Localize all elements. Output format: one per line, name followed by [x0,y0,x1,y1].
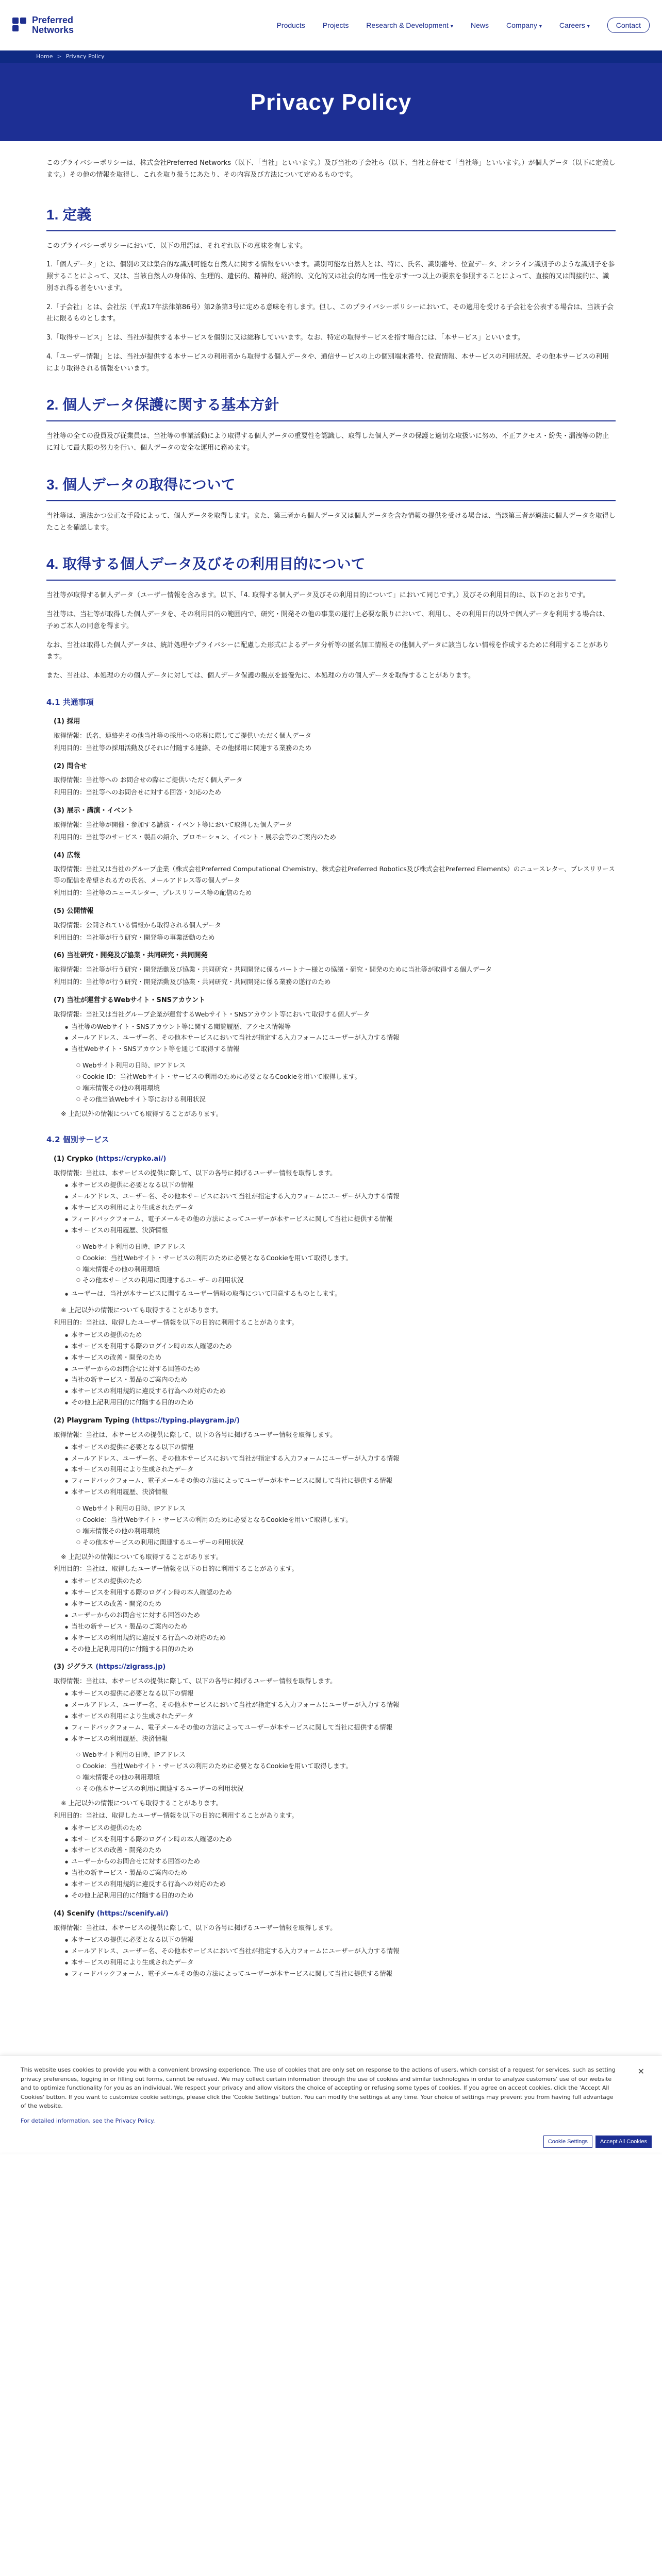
nav-projects[interactable]: Projects [322,21,349,29]
list-item: ○ Cookie ID：当社Webサイト・サービスの利用のために必要となるCookieを用いて取得します。 [76,1071,616,1082]
list-item: ● その他上記利用目的に付随する目的のため [65,1397,616,1408]
main-nav [277,18,650,33]
list-item: ● 本サービスの提供に必要となる以下の情報 [65,1688,616,1699]
list-item: ● フィードバックフォーム、電子メールその他の方法によってユーザーが本サービスに関して当社に提供する情報 [65,1722,616,1733]
list-item: ○ その他本サービスの利用に関連するユーザーの利用状況 [76,1537,616,1548]
section-2-title: 2. 個人データ保護に関する基本方針 [46,392,616,421]
list-item: ● メールアドレス、ユーザー名、その他本サービスにおいて当社が指定する入力フォームにユーザーが入力する情報 [65,1945,616,1957]
page-title: Privacy Policy [250,89,412,115]
list-item: ○ その他本サービスの利用に関連するユーザーの利用状況 [76,1783,616,1794]
block-heading: (3) 展示・講演・イベント [54,807,134,815]
nav-research-label: Research & Development [366,21,449,29]
nav-research[interactable] [366,19,453,32]
section-3-body: 当社等は、適法かつ公正な手段によって、個人データを取得します。また、第三者から個人データ又は個人データを含む情報の提供を受ける場合は、当該第三者が適法に個人データを取得したことを確認します。 [46,512,616,532]
nav-careers[interactable] [559,19,590,32]
block-line: 取得情報：公開されている情報から取得される個人データ [54,921,222,929]
service-info-list [65,1934,616,1979]
web-info-sublist [76,1060,616,1105]
list-item: ● 本サービスの改善・開発のため [65,1844,616,1856]
definition-item: 3.「取得サービス」とは、当社が提供する本サービスを個別に又は総称していいます。なお、特定の取得サービスを指す場合には、「本サービス」といいます。 [46,334,524,342]
list-item: ○ Cookie：当社Webサイト・サービスの利用のために必要となるCookieを用いて取得します。 [76,1252,616,1264]
section-4-lead: なお、当社は取得した個人データは、統計処理やプライバシーに配慮した形式によるデータ分析等の匿名加工情報その他個人データに該当しない情報を作成するために利用することがあります。 [46,641,609,661]
nav-news[interactable]: News [470,21,489,29]
list-item: ● ユーザーからのお問合せに対する回答のため [65,1609,616,1621]
note-text: ※ 上記以外の情報についても取得することがあります。 [61,1306,223,1314]
site-header [0,0,662,50]
list-item: ● 本サービスの利用により生成されたデータ [65,1710,616,1722]
list-item: ● フィードバックフォーム、電子メールその他の方法によってユーザーが本サービスに関して当社に提供する情報 [65,1213,616,1225]
note-text: ※ 上記以外の情報についても取得することがあります。 [61,1552,223,1561]
hero [0,63,662,141]
list-item: ● 本サービスの利用履歴、決済情報 [65,1733,616,1744]
chevron-down-icon: ▾ [450,23,453,29]
list-item: ● 本サービスの提供に必要となる以下の情報 [65,1179,616,1191]
service-consent-list [65,1288,616,1299]
web-info-list [65,1021,616,1055]
list-item: ● 本サービスの提供のため [65,1329,616,1341]
purpose-list [65,1822,616,1901]
service-info-list [65,1442,616,1498]
list-item: ● 当社Webサイト・SNSアカウント等を通じて取得する情報 [65,1043,616,1055]
list-item: ● 本サービスを利用する際のログイン時の本人確認のため [65,1587,616,1598]
subsection-4-1-title: 4.1 共通事項 [46,697,94,707]
nav-company-label: Company [506,21,537,29]
purpose-lead: 利用目的：当社は、取得したユーザー情報を以下の目的に利用することがあります。 [54,1811,299,1819]
block-heading: (6) 当社研究・開発及び協業・共同研究・共同開発 [54,952,208,960]
section-4-lead: 当社等が取得する個人データ（ユーザー情報を含みます。以下、「4. 取得する個人データ及びその利用目的について」において同じです。）及びその利用目的は、以下のとおりです。 [46,591,590,600]
note-text: ※ 上記以外の情報についても取得することがあります。 [61,1109,223,1117]
service-block [54,1154,616,1408]
list-item: ● 本サービスの利用規約に違反する行為への対応のため [65,1385,616,1397]
block-line: 取得情報：当社等が行う研究・開発活動及び協業・共同研究・共同開発に係るパートナー様との協議・研究・開発のために当社等が取得する個人データ [54,965,492,974]
service-name: (3) ジグラス [54,1663,96,1671]
list-item: ● 本サービスを利用する際のログイン時の本人確認のため [65,1834,616,1845]
close-icon[interactable]: ✕ [637,2066,644,2076]
list-item: ● 本サービスの利用履歴、決済情報 [65,1486,616,1498]
common-block [54,761,616,799]
list-item: ○ Cookie：当社Webサイト・サービスの利用のために必要となるCookieを用いて取得します。 [76,1760,616,1772]
service-info-sublist [76,1241,616,1286]
list-item: ● 本サービスの利用により生成されたデータ [65,1464,616,1475]
cookie-text: This website uses cookies to provide you with a convenient browsing experience. The use of cookies that are only set on response to the actions of users, which consist of a request for services, such as setting privacy preferences, logging in or filling out forms, cannot be refused. We may collect certain information through the use of cookies and similar technologies in order to analyze customers' use of our website and to optimize functionality for you as an individual. We respect your privacy and allow visitors the choice of accepting or refusing some types of cookies. If you agree on accept cookies, click the 'Accept All Cookies' button. If you want to customize cookie settings, please click the 'Cookie Settings' button. You can modify the settings at any time. Your choice of settings may prevent you from having full advantage of the website. [21,2066,616,2110]
definition-item: 4.「ユーザー情報」とは、当社が提供する本サービスの利用者から取得する個人データや、通信サービスの上の個別端末番号、位置情報、本サービスの利用状況、その他本サービスの利用により取得される情報をいいます。 [46,352,609,372]
block-line: 利用目的：当社等が行う研究・開発活動及び協業・共同研究・共同開発に係る業務の遂行のため [54,978,331,986]
service-link[interactable]: (https://crypko.ai/) [95,1155,167,1163]
block-heading: (1) 採用 [54,718,80,725]
list-item: ○ 端末情報その他の利用環境 [76,1526,616,1537]
list-item: ● 本サービスの提供に必要となる以下の情報 [65,1442,616,1453]
list-item: ○ その他当該Webサイト等における利用状況 [76,1094,616,1105]
contact-button[interactable]: Contact [607,18,650,33]
cookie-privacy-link[interactable]: For detailed information, see the Privacy Policy. [21,2117,155,2124]
section-4-title: 4. 取得する個人データ及びその利用目的について [46,551,616,581]
service-lead: 取得情報：当社は、本サービスの提供に際して、以下の各号に掲げるユーザー情報を取得します。 [54,1923,337,1931]
service-heading [54,1662,616,1673]
block-line: 取得情報：当社又は当社のグループ企業（株式会社Preferred Computational Chemistry、株式会社Preferred Robotics及び株式会社Preferred Elements）のニュースレター、プレスリリース等の配信を希望される方の氏名、メールアドレス等の個人データ [54,865,615,885]
purpose-lead: 利用目的：当社は、取得したユーザー情報を以下の目的に利用することがあります。 [54,1318,299,1326]
block-line: 利用目的：当社等のニュースレター、プレスリリース等の配信のため [54,889,252,896]
breadcrumb-home[interactable]: Home [36,53,53,60]
block-line: 利用目的：当社等が行う研究・開発等の事業活動のため [54,933,215,941]
block-line: 利用目的：当社等へのお問合せに対する回答・対応のため [54,788,222,796]
section-4-lead: 当社等は、当社等が取得した個人データを、その利用目的の範囲内で、研究・開発その他の事業の遂行上必要な限りにおいて、利用し、その利用目的以外で個人データを利用する場合は、予めご本人の同意を得ます。 [46,611,609,630]
definition-item: 2.「子会社」とは、会社法（平成17年法律第86号）第2条第3号に定める意味を有します。但し、このプライバシーポリシーにおいて、その適用を受ける子会社を公表する場合は、当該子会社に限るものとします。 [46,303,614,323]
section-3-title: 3. 個人データの取得について [46,472,616,501]
definition-item: 1.「個人データ」とは、個別の又は集合的な識別可能な自然人に関する情報をいいます。識別可能な自然人とは、特に、氏名、識別番号、位置データ、オンライン識別子のような識別子を参照することによって、又は、当該自然人の身体的、生理的、遺伝的、精神的、経済的、文化的又は社会的な同一性を示す一つ以上の要素を参照することによって、直接的又は間接的に、識別され得る者をいいます。 [46,261,615,292]
list-item: ○ 端末情報その他の利用環境 [76,1082,616,1094]
service-lead: 取得情報：当社は、本サービスの提供に際して、以下の各号に掲げるユーザー情報を取得します。 [54,1430,337,1438]
list-item: ○ Webサイト利用の日時、IPアドレス [76,1503,616,1514]
section-2-body: 当社等の全ての役員及び従業員は、当社等の事業活動により取得する個人データの重要性を認識し、取得した個人データの保護と適切な取扱いに努め、不正アクセス・紛失・漏洩等の防止に対して最大限の努力を行い、個人データの安全な運用に務めます。 [46,432,609,452]
section-1-lead: このプライバシーポリシーにおいて、以下の用語は、それぞれ以下の意味を有します。 [46,242,307,250]
block-line: 取得情報：氏名、連絡先その他当社等の採用への応募に際してご提供いただく個人データ [54,731,312,739]
logo-mark-icon [12,18,28,33]
chevron-down-icon: ▾ [539,23,542,29]
breadcrumb-current: Privacy Policy [65,53,105,60]
common-block [54,950,616,988]
service-info-sublist [76,1749,616,1794]
logo-text [32,15,74,35]
list-item: ● ユーザーは、当社が本サービスに関するユーザー情報の取得について同意するものとします。 [65,1288,616,1299]
purpose-list [65,1329,616,1408]
common-block [54,805,616,843]
service-link[interactable]: (https://scenify.ai/) [96,1909,169,1918]
list-item: ● 本サービスの改善・開発のため [65,1598,616,1609]
block-heading: (2) 問合せ [54,762,87,770]
nav-company[interactable] [506,19,542,32]
main-content [46,141,616,2007]
list-item: ● 本サービスの利用規約に違反する行為への対応のため [65,1632,616,1643]
purpose-list [65,1575,616,1654]
nav-careers-label: Careers [559,21,585,29]
purpose-lead: 利用目的：当社は、取得したユーザー情報を以下の目的に利用することがあります。 [54,1565,299,1573]
service-lead: 取得情報：当社は、本サービスの提供に際して、以下の各号に掲げるユーザー情報を取得します。 [54,1168,337,1177]
common-block [54,850,616,899]
list-item: ● メールアドレス、ユーザー名、その他本サービスにおいて当社が指定する入力フォームにユーザーが入力する情報 [65,1032,616,1043]
list-item: ● メールアドレス、ユーザー名、その他本サービスにおいて当社が指定する入力フォームにユーザーが入力する情報 [65,1699,616,1710]
common-block [54,995,616,1120]
breadcrumb [0,50,662,63]
list-item: ○ その他本サービスの利用に関連するユーザーの利用状況 [76,1275,616,1286]
service-info-sublist [76,1503,616,1548]
nav-products[interactable]: Products [276,21,305,29]
block-heading: (7) 当社が運営するWebサイト・SNSアカウント [54,996,206,1004]
list-item: ● フィードバックフォーム、電子メールその他の方法によってユーザーが本サービスに関して当社に提供する情報 [65,1475,616,1486]
list-item: ● 本サービスを利用する際のログイン時の本人確認のため [65,1341,616,1352]
block-line: 利用目的：当社等のサービス・製品の紹介、プロモーション、イベント・展示会等のご案内のため [54,833,337,841]
logo-line-2: Networks [32,25,74,35]
list-item: ● 本サービスの利用により生成されたデータ [65,1957,616,1968]
cookie-actions [543,2136,652,2148]
service-lead: 取得情報：当社は、本サービスの提供に際して、以下の各号に掲げるユーザー情報を取得します。 [54,1677,337,1685]
list-item: ○ 端末情報その他の利用環境 [76,1264,616,1275]
common-block [54,906,616,943]
list-item: ● 本サービスの利用により生成されたデータ [65,1202,616,1213]
list-item: ○ Webサイト利用の日時、IPアドレス [76,1241,616,1252]
list-item: ● メールアドレス、ユーザー名、その他本サービスにおいて当社が指定する入力フォームにユーザーが入力する情報 [65,1191,616,1202]
list-item: ● 本サービスの提供のため [65,1575,616,1587]
list-item: ● その他上記利用目的に付随する目的のため [65,1643,616,1655]
list-item: ● 本サービスの利用履歴、決済情報 [65,1225,616,1236]
service-link[interactable]: (https://typing.playgram.jp/) [131,1417,240,1425]
section-4-lead: また、当社は、本処理の方の個人データに対しては、個人データ保護の観点を最優先に、本処理の方の個人データを取得することがあります。 [46,672,475,680]
service-name: (4) Scenify [54,1909,97,1918]
list-item: ● ユーザーからのお問合せに対する回答のため [65,1856,616,1867]
list-item: ○ 端末情報その他の利用環境 [76,1772,616,1783]
service-heading [54,1415,616,1427]
common-block [54,716,616,754]
list-item: ● ユーザーからのお問合せに対する回答のため [65,1363,616,1375]
service-name: (1) Crypko [54,1155,95,1163]
list-item: ● フィードバックフォーム、電子メールその他の方法によってユーザーが本サービスに関して当社に提供する情報 [65,1968,616,1979]
cookie-settings-button[interactable]: Cookie Settings [543,2136,592,2148]
block-heading: (4) 広報 [54,851,80,859]
intro-text: このプライバシーポリシーは、株式会社Preferred Networks（以下、「当社」といいます。）及び当社の子会社ら（以下、当社と併せて「当社等」といいます。）が個人データ（以下に定義します。）その他の情報を取得し、これを取り扱うにあたり、その内容及び方法について定めるものです。 [46,159,616,179]
service-info-list [65,1688,616,1744]
list-item: ● 本サービスの利用規約に違反する行為への対応のため [65,1878,616,1890]
list-item: ● 当社の新サービス・製品のご案内のため [65,1621,616,1632]
block-line: 取得情報：当社等への お問合せの際にご提供いただく個人データ [54,776,243,784]
logo-line-1: Preferred [32,15,74,26]
logo[interactable] [12,15,74,35]
block-heading: (5) 公開情報 [54,907,94,915]
chevron-down-icon: ▾ [587,23,590,29]
list-item: ● 当社の新サービス・製品のご案内のため [65,1867,616,1878]
accept-all-cookies-button[interactable]: Accept All Cookies [595,2136,652,2148]
service-block [54,1908,616,1979]
service-block [54,1662,616,1901]
service-heading [54,1908,616,1920]
list-item: ○ Webサイト利用の日時、IPアドレス [76,1060,616,1071]
list-item: ● その他上記利用目的に付随する目的のため [65,1890,616,1901]
service-info-list [65,1179,616,1235]
service-block [54,1415,616,1654]
service-heading [54,1154,616,1165]
list-item: ● 当社の新サービス・製品のご案内のため [65,1374,616,1385]
list-item: ● 当社等のWebサイト・SNSアカウント等に関する閲覧履歴、アクセス情報等 [65,1021,616,1032]
subsection-4-2-title: 4.2 個別サービス [46,1134,109,1144]
block-line: 取得情報：当社等が開催・参加する講演・イベント等において取得した個人データ [54,820,292,828]
service-name: (2) Playgram Typing [54,1417,132,1425]
section-1-title: 1. 定義 [46,202,616,231]
list-item: ● メールアドレス、ユーザー名、その他本サービスにおいて当社が指定する入力フォームにユーザーが入力する情報 [65,1453,616,1464]
list-item: ○ Webサイト利用の日時、IPアドレス [76,1749,616,1760]
block-line: 利用目的：当社等の採用活動及びそれに付随する連絡、その他採用に関連する業務のため [54,743,312,752]
cookie-banner [0,2056,662,2153]
list-item: ○ Cookie：当社Webサイト・サービスの利用のために必要となるCookieを用いて取得します。 [76,1514,616,1526]
breadcrumb-separator: > [57,53,62,60]
list-item: ● 本サービスの提供に必要となる以下の情報 [65,1934,616,1945]
list-item: ● 本サービスの提供のため [65,1822,616,1834]
list-item: ● 本サービスの改善・開発のため [65,1352,616,1363]
note-text: ※ 上記以外の情報についても取得することがあります。 [61,1799,223,1807]
service-link[interactable]: (https://zigrass.jp) [95,1663,166,1671]
block-line: 取得情報：当社又は当社グループ企業が運営するWebサイト・SNSアカウント等において取得する個人データ [54,1010,370,1018]
